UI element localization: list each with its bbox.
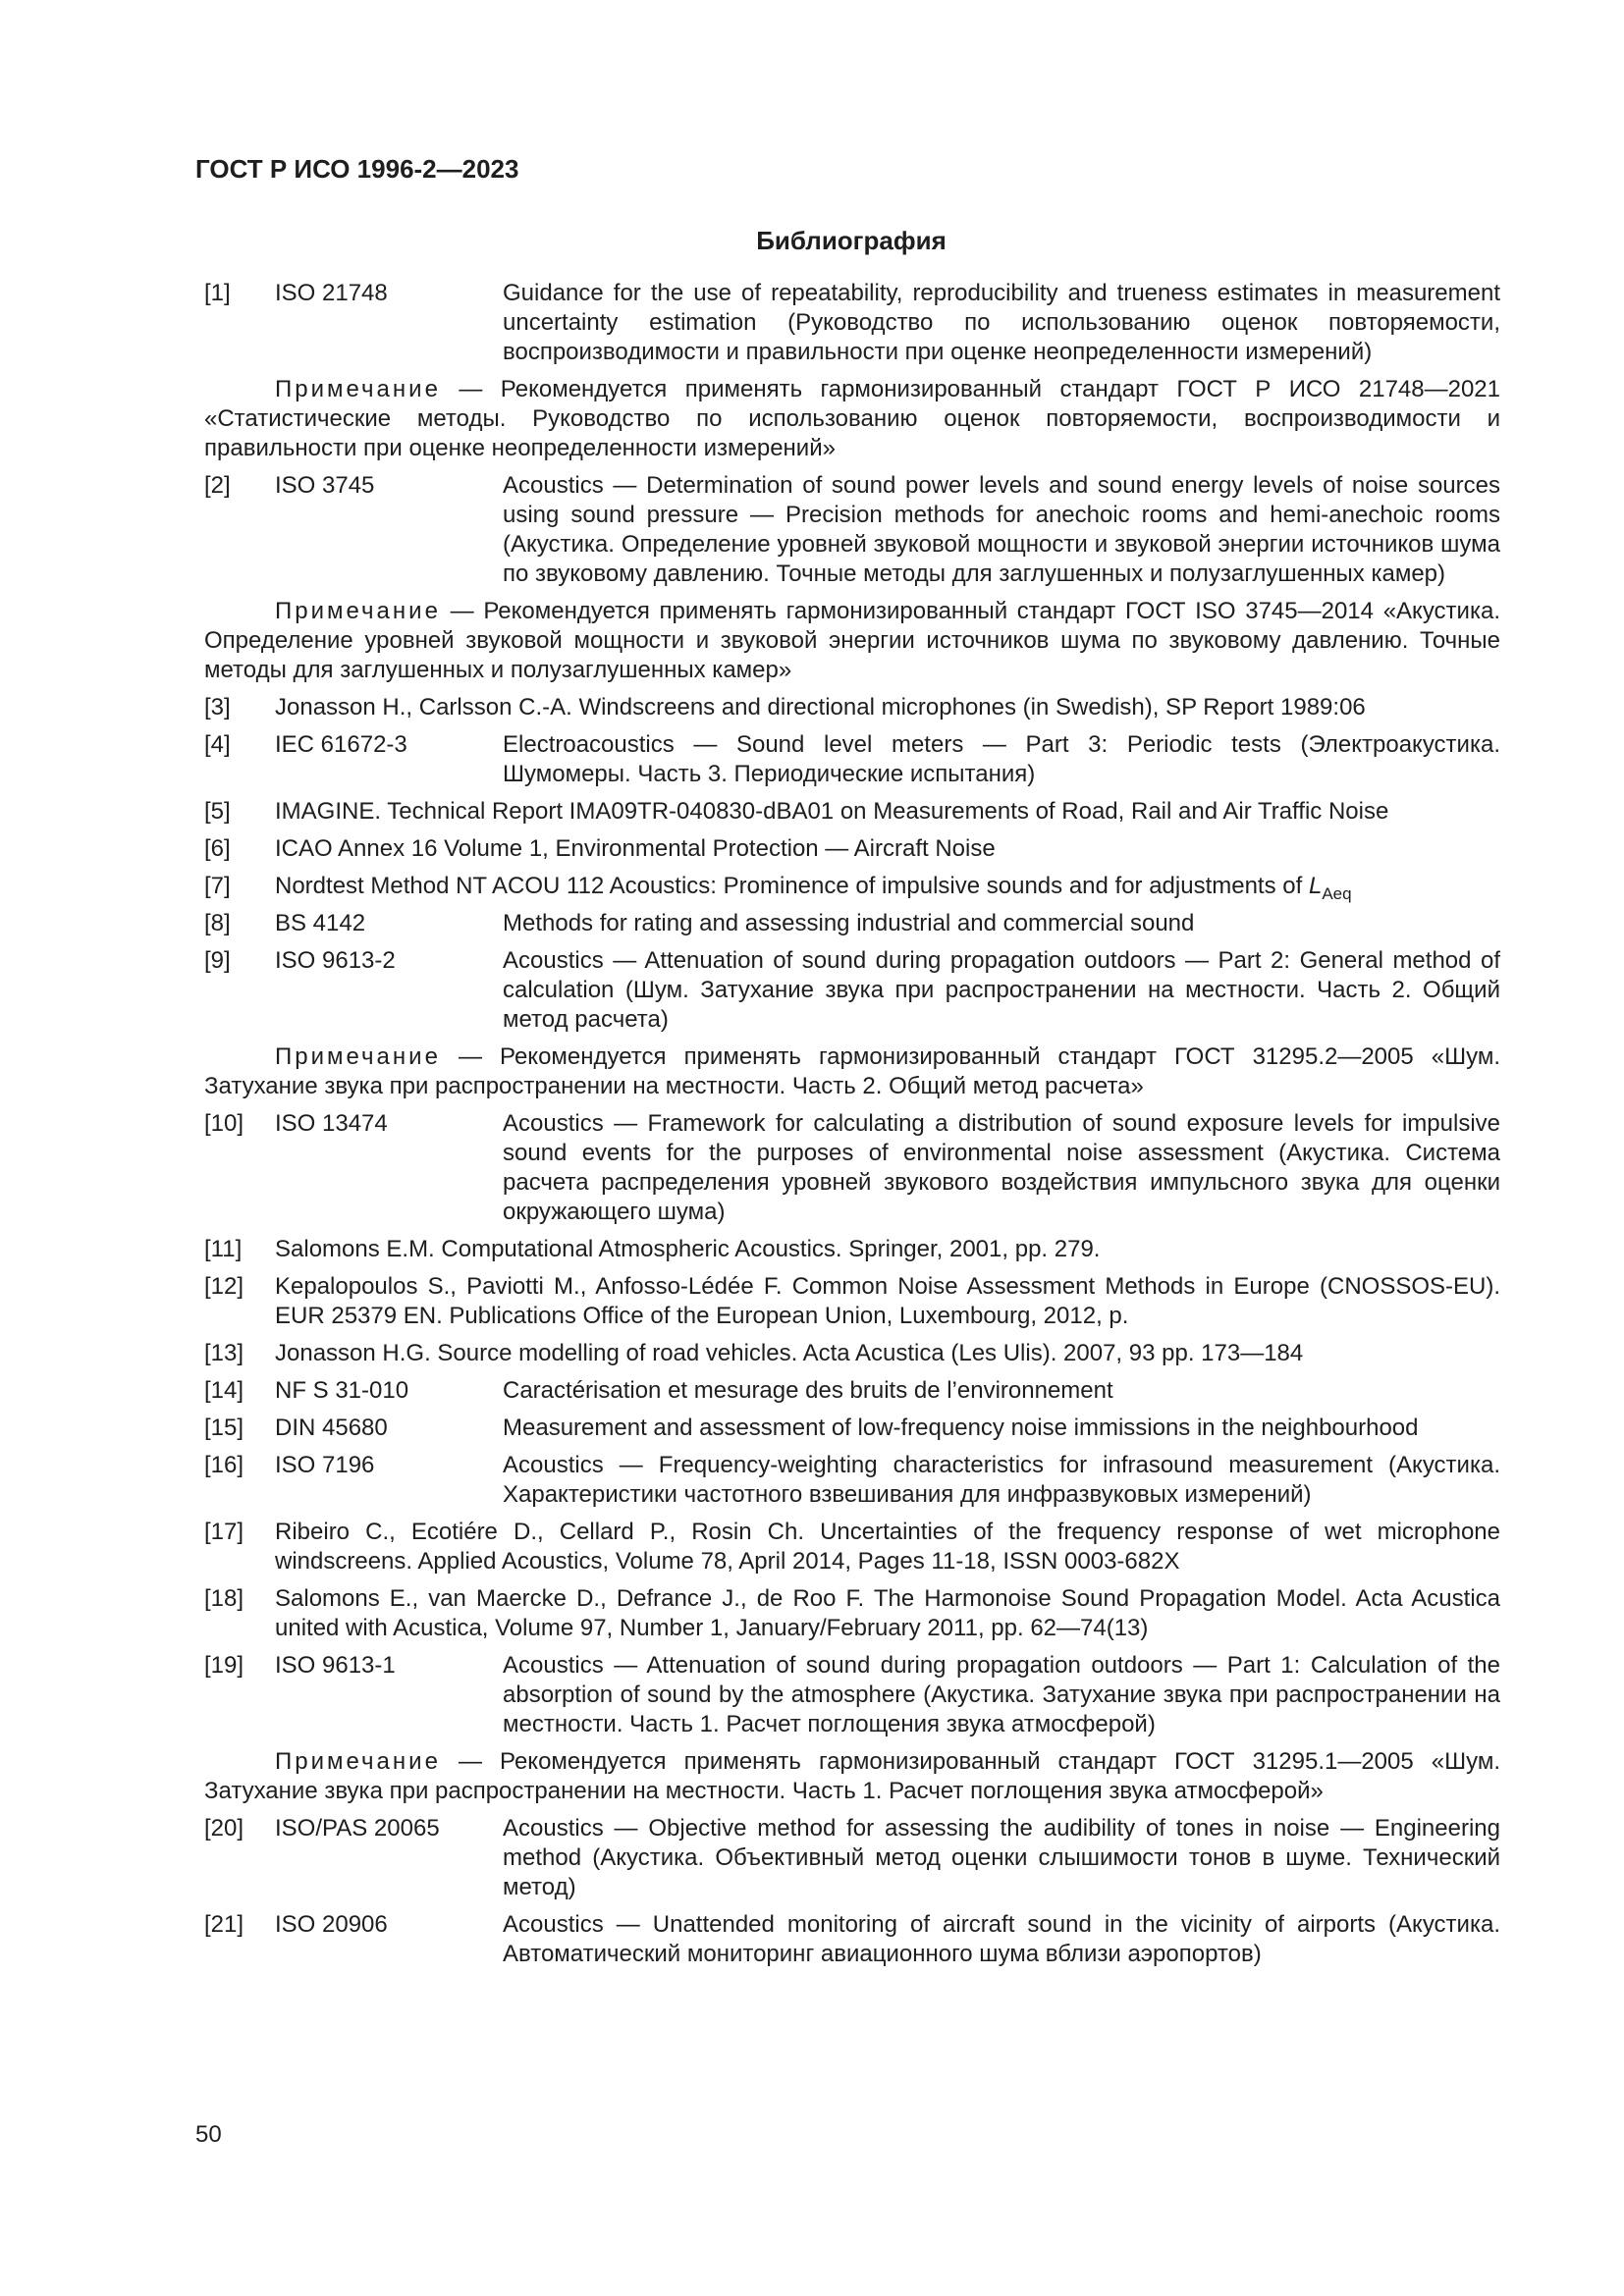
entry-standard-code: ISO 9613-2 [275,947,396,974]
entry-standard-code: ISO 20906 [275,1911,388,1938]
bibliography-note [204,1042,1500,1101]
entry-standard-code: ISO/PAS 20065 [275,1815,440,1842]
entry-number: [1] [204,280,231,306]
entry-number: [5] [204,798,231,825]
page-number: 50 [195,2121,222,2148]
entry-number: [8] [204,910,231,936]
bibliography-entry [204,730,1500,789]
bibliography-note [204,375,1500,463]
entry-number: [16] [204,1452,244,1478]
bibliography-list [204,279,1500,1977]
entry-standard-code: IEC 61672-3 [275,731,407,758]
bibliography-note [204,597,1500,685]
entry-reference-text: Nordtest Method NT ACOU 112 Acoustics: Prominence of impulsive sounds and for adjustments of [275,873,1309,899]
bibliography-entry [204,946,1500,1035]
entry-standard-code: BS 4142 [275,910,366,936]
bibliography-entry [204,1814,1500,1902]
entry-description: Acoustics — Attenuation of sound during propagation outdoors — Part 2: General method of calculation (Шум. Затухание звука при распространении на местности. Часть 2. Общий метод расчета) [503,947,1500,1033]
entry-symbol-subscript: Aeq [1322,883,1352,903]
bibliography-entry [204,834,1500,864]
bibliography-entry [204,1584,1500,1643]
bibliography-entry [204,471,1500,589]
bibliography-entry [204,693,1500,722]
bibliography-entry [204,1109,1500,1227]
entry-reference: Salomons E., van Maercke D., Defrance J., de Roo F. The Harmonoise Sound Propagation Model. Acta Acustica united with Acustica, Volume 97, Number 1, January/February 2011, pp. 62—74(13) [275,1585,1500,1641]
entry-number: [11] [204,1236,243,1262]
bibliography-entry [204,1518,1500,1576]
bibliography-entry [204,797,1500,827]
entry-reference: Jonasson H.G. Source modelling of road vehicles. Acta Acustica (Les Ulis). 2007, 93 pp. 173—184 [275,1340,1304,1366]
bibliography-entry [204,909,1500,938]
entry-description: Methods for rating and assessing industrial and commercial sound [503,910,1195,936]
entry-standard-code: ISO 13474 [275,1110,388,1137]
entry-number: [7] [204,873,231,899]
entry-reference: Salomons E.M. Computational Atmospheric Acoustics. Springer, 2001, pp. 279. [275,1236,1101,1262]
entry-description: Acoustics — Attenuation of sound during propagation outdoors — Part 1: Calculation of the absorption of sound by the atmosphere (Акустика. Затухание звука при распространении на местности. Часть 1. Расчет поглощения звука атмосферой) [503,1652,1500,1737]
bibliography-entry [204,1451,1500,1510]
entry-reference: Kepalopoulos S., Paviotti M., Anfosso-Lédée F. Common Noise Assessment Methods in Europe (CNOSSOS-EU). EUR 25379 EN. Publications Office of the European Union, Luxembourg, 2012, p. [275,1273,1500,1329]
entry-description: Acoustics — Unattended monitoring of aircraft sound in the vicinity of airports (Акустика. Автоматический мониторинг авиационного шума вблизи аэропортов) [503,1911,1500,1967]
entry-symbol: L [1308,873,1323,899]
bibliography-entry [204,1910,1500,1969]
entry-number: [18] [204,1585,244,1612]
entry-number: [21] [204,1911,244,1938]
bibliography-note [204,1747,1500,1806]
note-label: Примечание [275,1748,441,1775]
bibliography-entry [204,1235,1500,1264]
entry-reference: Jonasson H., Carlsson C.-A. Windscreens and directional microphones (in Swedish), SP Report 1989:06 [275,694,1366,721]
bibliography-entry [204,1376,1500,1406]
entry-description: Acoustics — Framework for calculating a distribution of sound exposure levels for impulsive sound events for the purposes of environmental noise assessment (Акустика. Система расчета распределения уровней звукового воздействия импульсного звука для оценки окружающего шума) [503,1110,1500,1225]
entry-reference: IMAGINE. Technical Report IMA09TR-040830-dBA01 on Measurements of Road, Rail and Air Traffic Noise [275,798,1389,825]
entry-description: Acoustics — Objective method for assessing the audibility of tones in noise — Engineering method (Акустика. Объективный метод оценки слышимости тонов в шуме. Технический метод) [503,1815,1500,1900]
entry-number: [19] [204,1652,244,1679]
entry-standard-code: ISO 21748 [275,280,388,306]
entry-number: [3] [204,694,231,721]
note-text: — Рекомендуется применять гармонизированный стандарт ГОСТ 31295.2—2005 «Шум. Затухание звука при распространении на местности. Часть 2. Общий метод расчета» [204,1043,1500,1099]
entry-number: [10] [204,1110,244,1137]
entry-description: Measurement and assessment of low-frequency noise immissions in the neighbourhood [503,1415,1419,1441]
note-label: Примечание [275,1043,441,1070]
entry-description: Acoustics — Determination of sound power levels and sound energy levels of noise sources using sound pressure — Precision methods for anechoic rooms and hemi-anechoic rooms (Акустика. Определение уровней звуковой мощности и звуковой энергии источников шума по звуковому давлению. Точные методы для заглушенных и полузаглушенных камер) [503,472,1500,587]
entry-number: [17] [204,1519,244,1545]
entry-standard-code: ISO 9613-1 [275,1652,396,1679]
note-text: — Рекомендуется применять гармонизированный стандарт ГОСТ ISO 3745—2014 «Акустика. Определение уровней звуковой мощности и звуковой энергии источников шума по звуковому давлению. Точные методы для заглушенных и полузаглушенных камер» [204,598,1500,683]
entry-standard-code: NF S 31-010 [275,1377,409,1404]
entry-number: [12] [204,1273,244,1300]
entry-standard-code: ISO 3745 [275,472,375,499]
entry-number: [9] [204,947,231,974]
bibliography-entry [204,1339,1500,1368]
bibliography-entry [204,1651,1500,1739]
entry-reference: Ribeiro C., Ecotiére D., Cellard P., Rosin Ch. Uncertainties of the frequency response of wet microphone windscreens. Applied Acoustics, Volume 78, April 2014, Pages 11-18, ISSN 0003-682X [275,1519,1500,1575]
entry-number: [14] [204,1377,244,1404]
bibliography-entry [204,279,1500,367]
entry-number: [20] [204,1815,244,1842]
entry-description: Caractérisation et mesurage des bruits de l’environnement [503,1377,1113,1404]
note-label: Примечание [275,598,441,624]
note-text: — Рекомендуется применять гармонизированный стандарт ГОСТ Р ИСО 21748—2021 «Статистические методы. Руководство по использованию оценок повторяемости, воспроизводимости и правильности при оценке неопределенности измерений» [204,376,1500,461]
document-code-header: ГОСТ Р ИСО 1996-2—2023 [195,154,519,184]
note-label: Примечание [275,376,441,402]
entry-number: [15] [204,1415,244,1441]
bibliography-entry [204,1272,1500,1331]
bibliography-entry [204,872,1500,901]
bibliography-title: Библиография [756,226,947,255]
entry-standard-code: DIN 45680 [275,1415,388,1441]
entry-standard-code: ISO 7196 [275,1452,375,1478]
entry-reference [275,872,1500,901]
entry-number: [4] [204,731,231,758]
entry-number: [13] [204,1340,244,1366]
entry-description: Electroacoustics — Sound level meters — Part 3: Periodic tests (Электроакустика. Шумомеры. Часть 3. Периодические испытания) [503,731,1500,787]
entry-description: Guidance for the use of repeatability, reproducibility and trueness estimates in measurement uncertainty estimation (Руководство по использованию оценок повторяемости, воспроизводимости и правильности при оценке неопределенности измерений) [503,280,1500,365]
note-text: — Рекомендуется применять гармонизированный стандарт ГОСТ 31295.1—2005 «Шум. Затухание звука при распространении на местности. Часть 1. Расчет поглощения звука атмосферой» [204,1748,1500,1804]
entry-number: [2] [204,472,231,499]
entry-description: Acoustics — Frequency-weighting characteristics for infrasound measurement (Акустика. Характеристики частотного взвешивания для инфразвуковых измерений) [503,1452,1500,1508]
entry-reference: ICAO Annex 16 Volume 1, Environmental Protection — Aircraft Noise [275,835,996,862]
entry-number: [6] [204,835,231,862]
bibliography-entry [204,1414,1500,1443]
